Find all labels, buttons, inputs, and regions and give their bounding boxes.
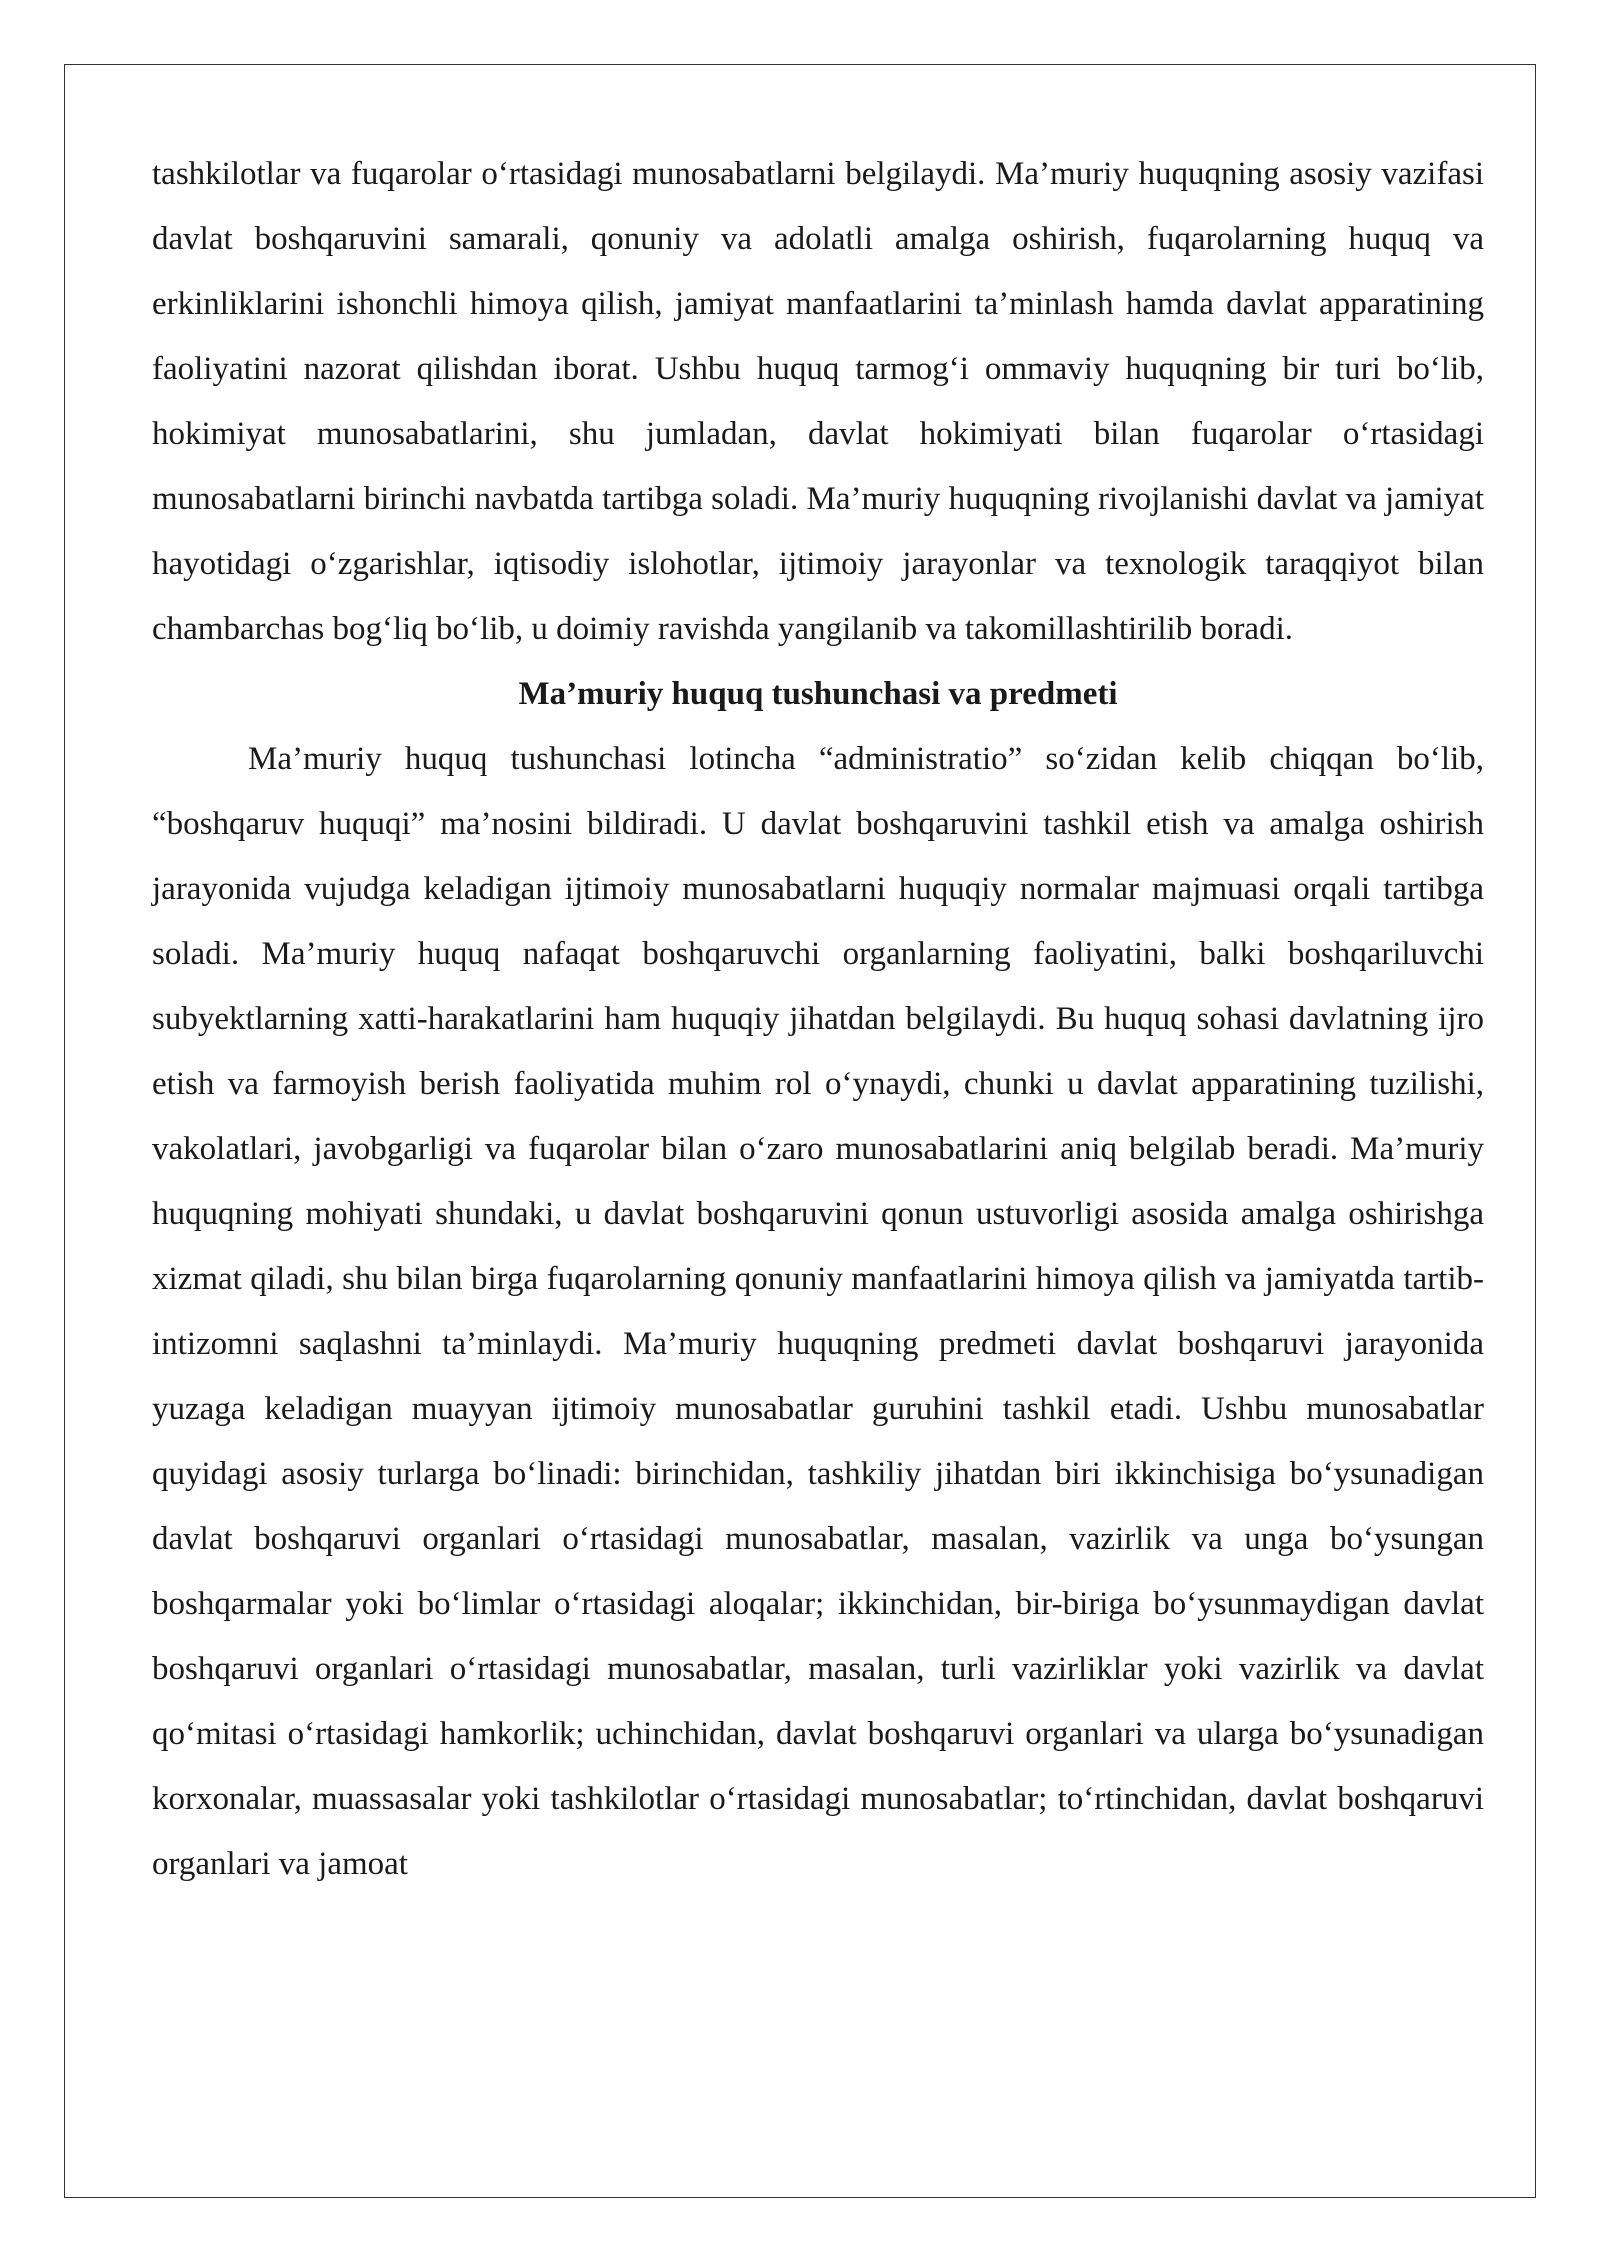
paragraph-concept-subject: Ma’muriy huquq tushunchasi lotincha “administratio” so‘zidan kelib chiqqan bo‘lib, “boshqaruv huquqi” ma’nosini bildiradi. U davlat boshqaruvini tashkil etish va amalga oshirish jarayonida vujudga keladigan ijtimoiy munosabatlarni huquqiy normalar majmuasi orqali tartibga soladi. Ma’muriy huquq nafaqat boshqaruvchi organlarning faoliyatini, balki boshqariluvchi subyektlarning xatti-harakatlarini ham huquqiy jihatdan belgilaydi. Bu huquq sohasi davlatning ijro etish va farmoyish berish faoliyatida muhim rol o‘ynaydi, chunki u davlat apparatining tuzilishi, vakolatlari, javobgarligi va fuqarolar bilan o‘zaro munosabatlarini aniq belgilab beradi. Ma’muriy huquqning mohiyati shundaki, u davlat boshqaruvini qonun ustuvorligi asosida amalga oshirishga xizmat qiladi, shu bilan birga fuqarolarning qonuniy manfaatlarini himoya qilish va jamiyatda tartib-intizomni saqlashni ta’minlaydi. Ma’muriy huquqning predmeti davlat boshqaruvi jarayonida yuzaga keladigan muayyan ijtimoiy munosabatlar guruhini tashkil etadi. Ushbu munosabatlar quyidagi asosiy turlarga bo‘linadi: birinchidan, tashkiliy jihatdan biri ikkinchisiga bo‘ysunadigan davlat boshqaruvi organlari o‘rtasidagi munosabatlar, masalan, vazirlik va unga bo‘ysungan boshqarmalar yoki bo‘limlar o‘rtasidagi aloqalar; ikkinchidan, bir-biriga bo‘ysunmaydigan davlat boshqaruvi organlari o‘rtasidagi munosabatlar, masalan, turli vazirliklar yoki vazirlik va davlat qo‘mitasi o‘rtasidagi hamkorlik; uchinchidan, davlat boshqaruvi organlari va ularga bo‘ysunadigan korxonalar, muassasalar yoki tashkilotlar o‘rtasidagi munosabatlar; to‘rtinchidan, davlat boshqaruvi organlari va jamoat bbox=[152, 741, 1484, 1882]
section-heading: Ma’muriy huquq tushunchasi va predmeti bbox=[518, 676, 1118, 712]
paragraph-continued: tashkilotlar va fuqarolar o‘rtasidagi munosabatlarni belgilaydi. Ma’muriy huquqning asosiy vazifasi davlat boshqaruvini samarali, qonuniy va adolatli amalga oshirish, fuqarolarning huquq va erkinliklarini ishonchli himoya qilish, jamiyat manfaatlarini ta’minlash hamda davlat apparatining faoliyatini nazorat qilishdan iborat. Ushbu huquq tarmog‘i ommaviy huquqning bir turi bo‘lib, hokimiyat munosabatlarini, shu jumladan, davlat hokimiyati bilan fuqarolar o‘rtasidagi munosabatlarni birinchi navbatda tartibga soladi. Ma’muriy huquqning rivojlanishi davlat va jamiyat hayotidagi o‘zgarishlar, iqtisodiy islohotlar, ijtimoiy jarayonlar va texnologik taraqqiyot bilan chambarchas bog‘liq bo‘lib, u doimiy ravishda yangilanib va takomillashtirilib boradi. bbox=[152, 156, 1484, 647]
document-body bbox=[152, 142, 1484, 1897]
